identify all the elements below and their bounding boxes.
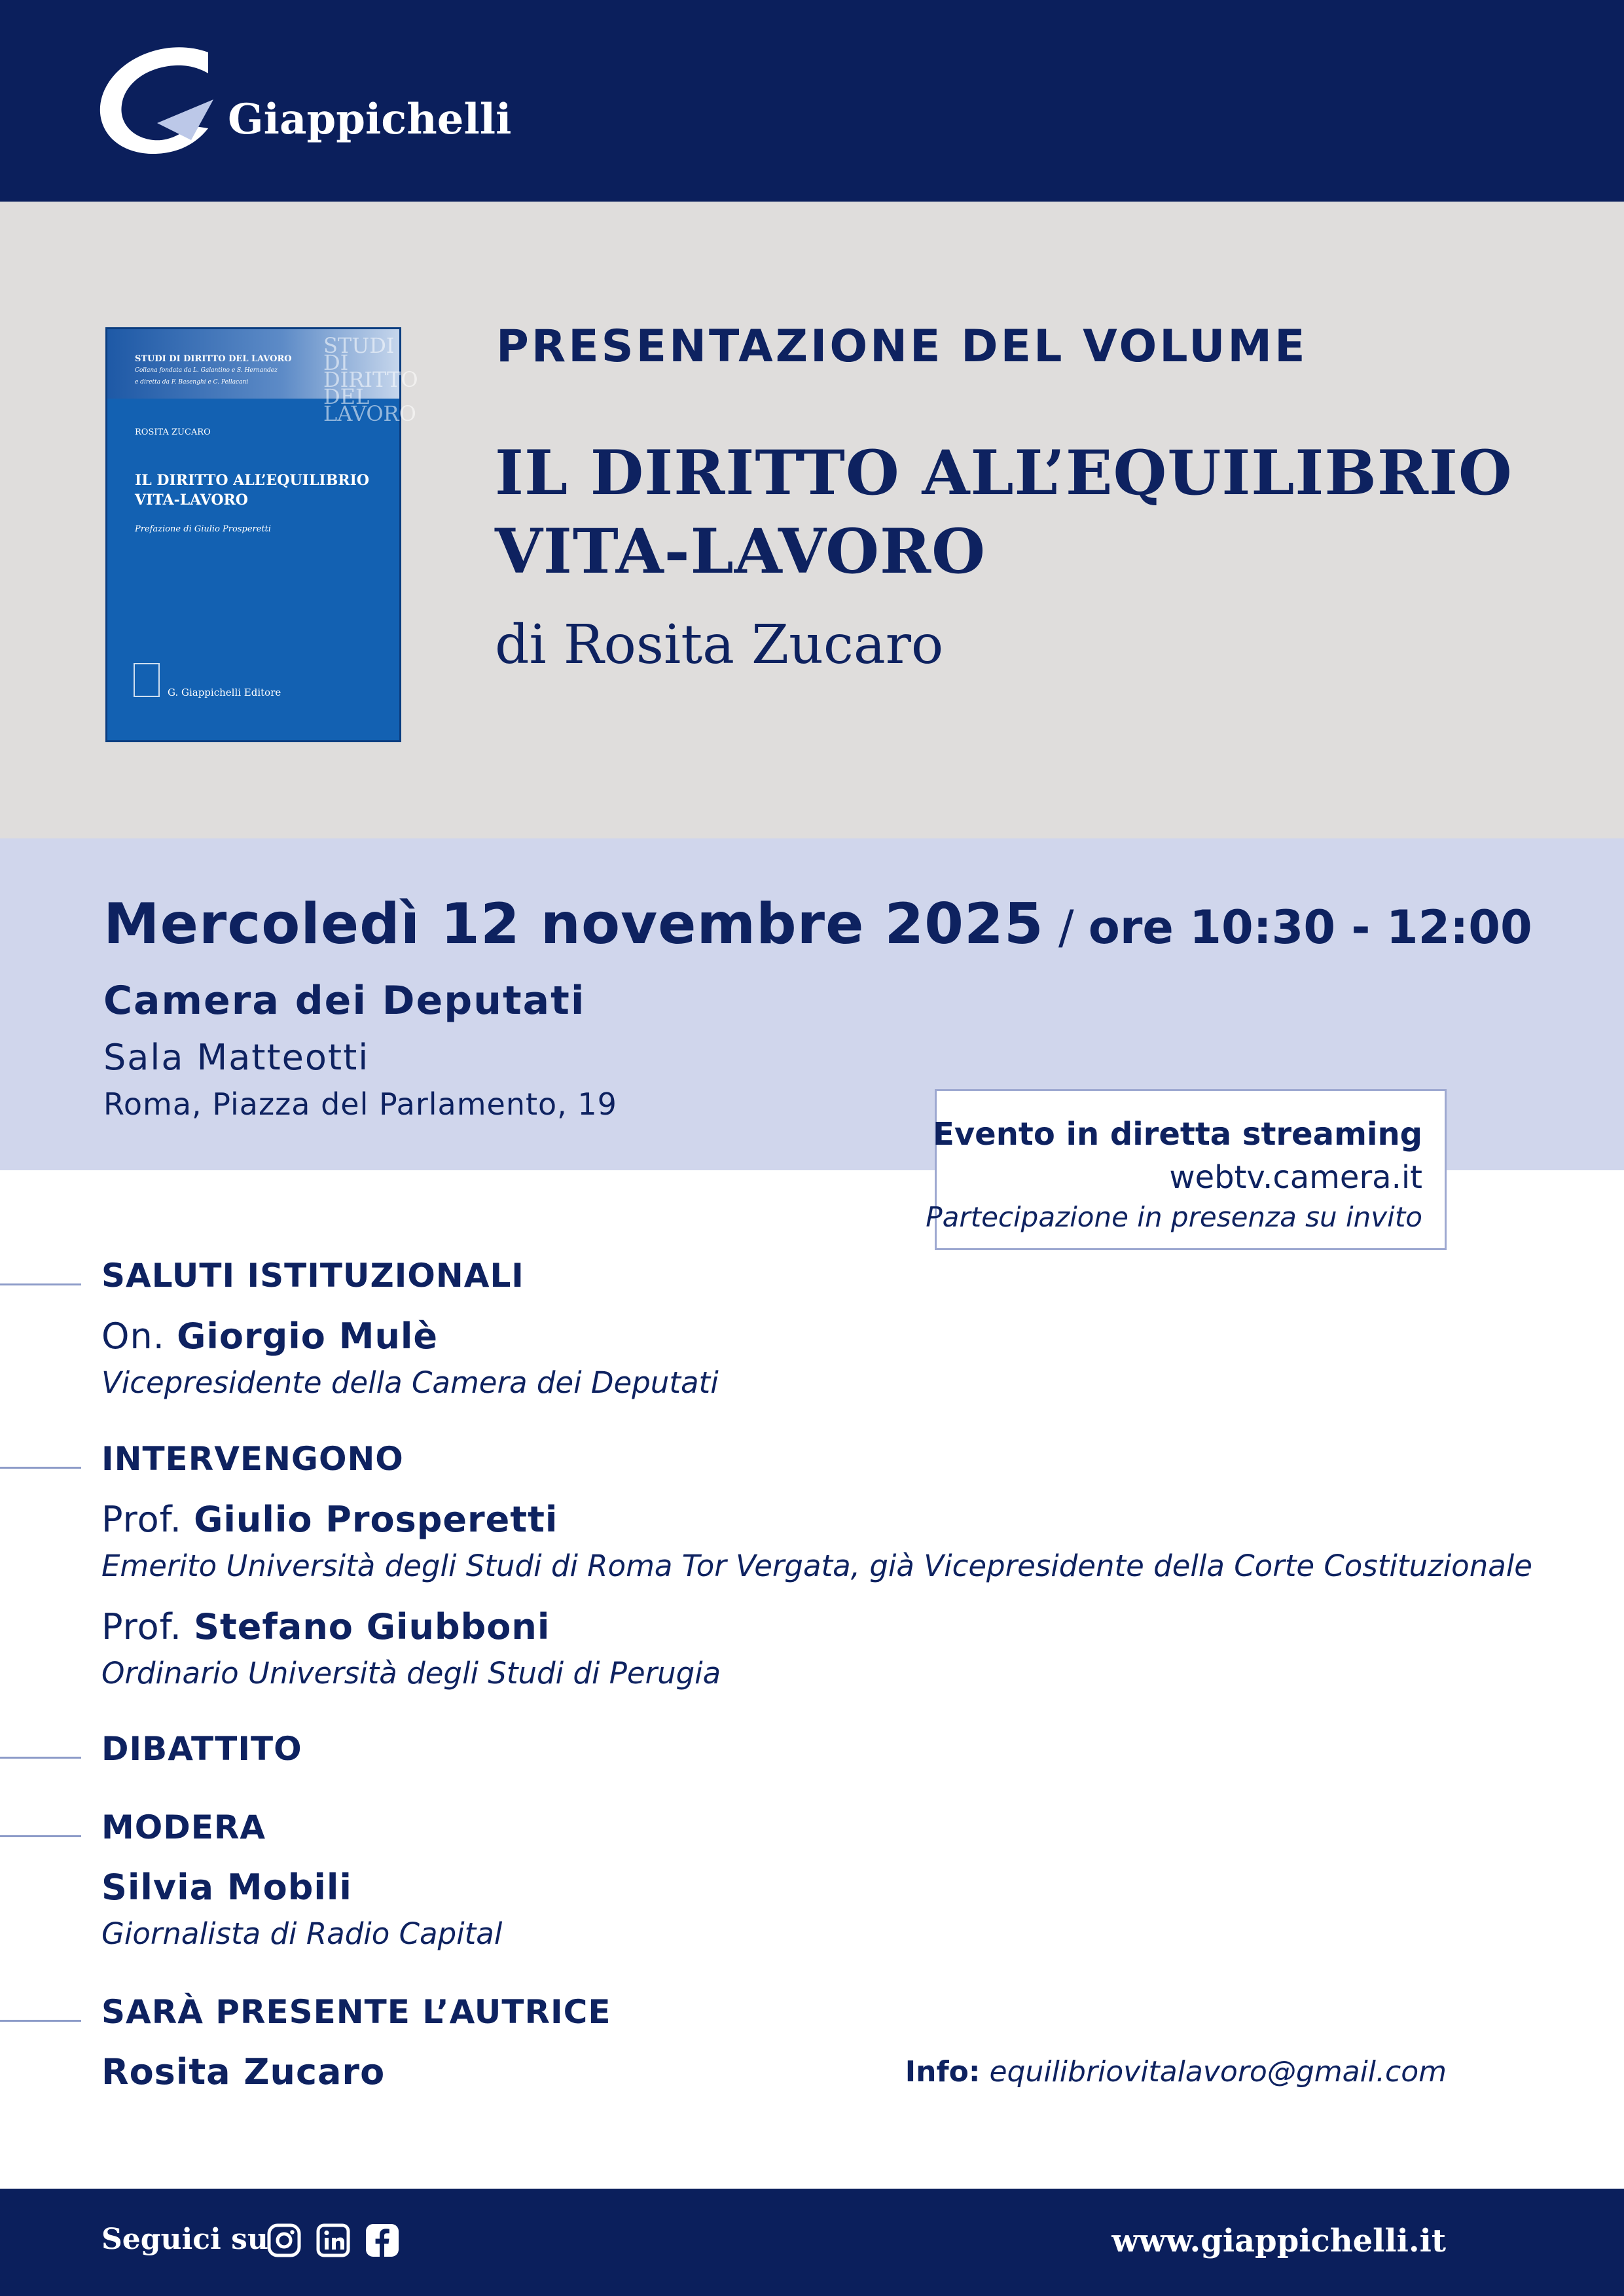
speaker-2 (101, 1606, 550, 1647)
giappichelli-logo-icon (93, 45, 217, 156)
moderator-role: Giornalista di Radio Capital (101, 1916, 503, 1951)
book-title-line-2: VITA-LAVORO (495, 516, 986, 588)
speaker-role: Ordinario Università degli Studi di Perugia (101, 1656, 721, 1691)
linkedin-icon[interactable] (315, 2222, 352, 2259)
streaming-box (926, 1089, 1447, 1250)
event-time: ore 10:30 - 12:00 (1088, 901, 1532, 954)
greetings-speaker (101, 1316, 438, 1357)
cover-series: STUDI DI DIRITTO DEL LAVORO (135, 354, 292, 364)
speaker-role: Vicepresidente della Camera dei Deputati (101, 1365, 719, 1400)
cover-series-directors: e diretta da F. Basenghi e C. Pellacani (135, 379, 249, 386)
facebook-icon[interactable] (364, 2222, 401, 2259)
book-author-byline: di Rosita Zucaro (495, 614, 944, 676)
cover-preface: Prefazione di Giulio Prosperetti (135, 524, 272, 534)
streaming-note: Partecipazione in presenza su invito (926, 1201, 1422, 1233)
website-link[interactable]: www.giappichelli.it (1111, 2223, 1446, 2259)
section-heading-moderator: MODERA (101, 1808, 266, 1846)
cover-author: ROSITA ZUCARO (135, 427, 211, 437)
cover-title: IL DIRITTO ALL’EQUILIBRIO VITA-LAVORO (135, 472, 370, 509)
instagram-icon[interactable] (266, 2222, 302, 2259)
cover-publisher: G. Giappichelli Editore (168, 687, 281, 698)
section-rule (0, 1835, 81, 1837)
info-contact (905, 2055, 1447, 2089)
book-title-line-1: IL DIRITTO ALL’EQUILIBRIO (495, 437, 1513, 509)
info-email-link[interactable]: equilibriovitalavoro@gmail.com (989, 2055, 1447, 2089)
info-label: Info: (905, 2055, 981, 2089)
streaming-title: Evento in diretta streaming (933, 1116, 1422, 1153)
section-heading-speakers: INTERVENGONO (101, 1440, 404, 1478)
date-separator: / (1043, 901, 1089, 954)
speaker-name: Stefano Giubboni (194, 1606, 550, 1647)
cover-watermark: STUDI DI DIRITTO DEL LAVORO (323, 333, 418, 426)
section-rule (0, 1467, 81, 1469)
section-heading-debate: DIBATTITO (101, 1730, 302, 1768)
streaming-url[interactable]: webtv.camera.it (1169, 1159, 1422, 1196)
cover-series-founders: Collana fondata da L. Galantino e S. Hernandez (135, 367, 278, 374)
speaker-title: Prof. (101, 1606, 182, 1647)
speaker-name: Giorgio Mulè (177, 1316, 439, 1357)
moderator (101, 1867, 352, 1908)
section-heading-greetings: SALUTI ISTITUZIONALI (101, 1257, 524, 1295)
presentation-kicker: PRESENTAZIONE DEL VOLUME (496, 321, 1308, 372)
section-rule (0, 1757, 81, 1759)
speaker-1 (101, 1499, 558, 1540)
event-datetime (103, 891, 1532, 957)
event-address: Roma, Piazza del Parlamento, 19 (103, 1086, 617, 1122)
moderator-name: Silvia Mobili (101, 1867, 352, 1908)
book-cover (105, 327, 418, 742)
brand-name: Giappichelli (228, 95, 512, 144)
section-rule (0, 1283, 81, 1285)
publisher-emblem-icon (134, 663, 160, 697)
author-name: Rosita Zucaro (101, 2051, 386, 2092)
speaker-role: Emerito Università degli Studi di Roma Tor Vergata, già Vicepresidente della Corte Costituzionale (101, 1549, 1532, 1583)
follow-label: Seguici su (101, 2223, 268, 2256)
author-presence (101, 2051, 385, 2092)
section-heading-author: SARÀ PRESENTE L’AUTRICE (101, 1993, 611, 2031)
event-room: Sala Matteotti (103, 1037, 370, 1078)
event-date: Mercoledì 12 novembre 2025 (103, 891, 1044, 957)
event-venue: Camera dei Deputati (103, 978, 586, 1024)
speaker-name: Giulio Prosperetti (194, 1499, 558, 1540)
speaker-title: On. (101, 1316, 165, 1357)
speaker-title: Prof. (101, 1499, 182, 1540)
section-rule (0, 2020, 81, 2022)
